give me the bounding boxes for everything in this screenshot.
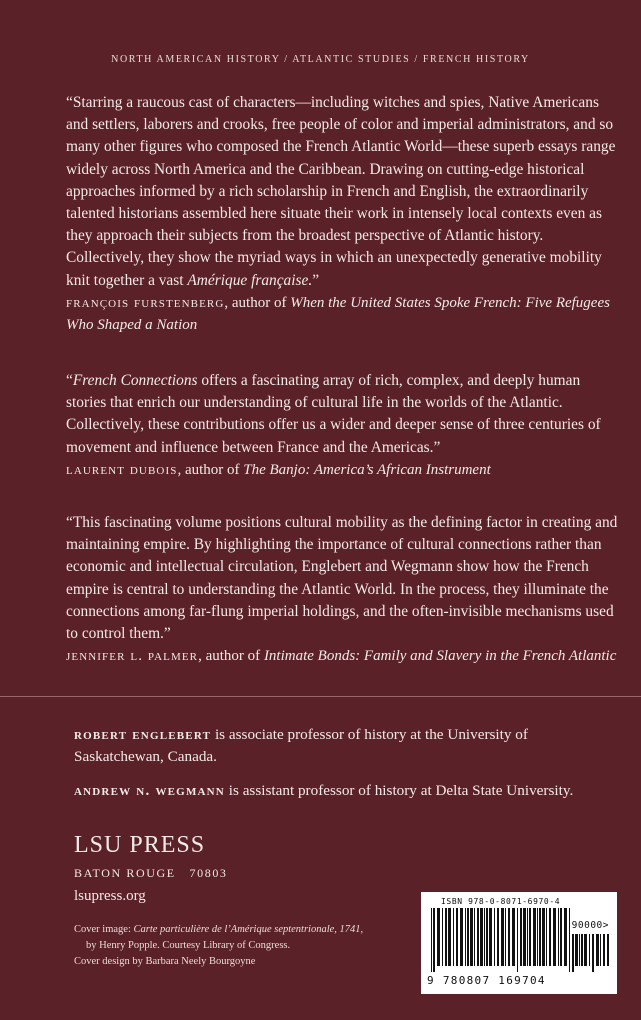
blurb-attribution [66, 459, 618, 481]
blurb-attribution [66, 645, 618, 667]
isbn-digits: 9 780807 169704 [427, 974, 546, 987]
publisher-city: BATON ROUGE [74, 866, 176, 880]
price-code [572, 920, 609, 931]
blurb-author-of: , author of [224, 294, 291, 311]
price-code-digits: 90000 [571, 920, 603, 931]
barcode-bar [501, 908, 504, 966]
barcode-bar [486, 908, 488, 966]
isbn-label: ISBN 978-0-8071-6970-4 [441, 897, 561, 906]
barcode-bar [549, 908, 551, 966]
cover-design-credit: Cover design by Barbara Neely Bourgoyne [74, 956, 256, 967]
blurb-text [66, 92, 618, 292]
blurb-furstenberg [66, 92, 618, 336]
barcode-bar [456, 908, 458, 966]
barcode-bar [546, 908, 547, 966]
cover-image-source: by Henry Popple. Courtesy Library of Congress. [86, 940, 291, 951]
barcode-bar [537, 908, 538, 966]
barcode-bar [520, 908, 522, 966]
price-barcode-bars [569, 934, 609, 972]
blurb-text-italic: Amérique française. [187, 271, 313, 289]
barcode-bar [517, 908, 518, 972]
barcode-bar [560, 908, 562, 966]
publisher-address [74, 866, 228, 881]
barcode-bar [523, 908, 526, 966]
blurb-text-main: “Starring a raucous cast of characters—including witches and spies, Native Americans and settlers, laborers and crooks, free people of color and imperial administrators, and so many other figures who composed the French Atlantic World—these superb essays range widely across North America and the Caribbean. Drawing on cutting-edge historical approaches informed by a rich scholarship in French and English, the extraordinarily talented historians assembled here situate their work in intensely local contexts even as they approach their subjects from the broadest perspective of Atlantic history. Collectively, they show the myriad ways in which an unexpectedly generative mobility knit together a vast [66, 94, 616, 289]
publisher-url: lsupress.org [74, 888, 146, 904]
cover-credits [74, 922, 374, 970]
barcode-bar [584, 934, 587, 966]
barcode-bar [603, 934, 605, 966]
subject-categories: NORTH AMERICAN HISTORY / ATLANTIC STUDIES / FRENCH HISTORY [111, 54, 530, 65]
barcode-bar [497, 908, 499, 966]
barcode-bar [607, 934, 609, 966]
ean-barcode-bars [431, 908, 571, 972]
price-code-marker: > [602, 920, 609, 931]
barcode-bar [579, 934, 580, 966]
blurb-text-tail: ” [312, 271, 320, 289]
barcode-bar [448, 908, 451, 966]
publisher-zip: 70803 [189, 866, 228, 880]
barcode-bar [437, 908, 440, 966]
bio-text: is associate professor of history at the University of Saskatchewan, Canada. [74, 726, 528, 765]
barcode-bar [505, 908, 506, 966]
barcode-bar [460, 908, 463, 966]
blurb-author: jennifer l. palmer [66, 648, 199, 665]
barcode-bar [589, 934, 590, 966]
barcode-bar [442, 908, 443, 966]
barcode-bar [445, 908, 447, 966]
barcode-bar [484, 908, 485, 966]
blurb-text-italic: French Connections [72, 372, 198, 389]
blurb-dubois [66, 370, 618, 481]
publisher-name: LSU PRESS [74, 832, 206, 858]
bio-name: robert englebert [74, 726, 212, 743]
barcode-bar [575, 934, 578, 966]
barcode-bar [558, 908, 559, 966]
bio-wegmann [74, 780, 614, 802]
blurb-author-of: , author of [177, 461, 244, 478]
barcode-bar [433, 908, 435, 972]
blurb-author: laurent dubois [66, 461, 178, 478]
barcode-bar [474, 908, 475, 966]
credit-map-title: Carte particulière de l’Amérique septentrionale, 1741, [133, 924, 364, 935]
barcode-bar [529, 908, 531, 966]
barcode-bar [533, 908, 536, 966]
bio-text: is assistant professor of history at Delta State University. [224, 782, 574, 799]
barcode-bar [564, 908, 567, 966]
blurb-author-of: , author of [198, 648, 264, 665]
barcode-bar [600, 934, 601, 966]
barcode-bar [553, 908, 556, 966]
section-divider [0, 696, 641, 697]
barcode-bar [494, 908, 495, 966]
barcode-bar [453, 908, 454, 966]
barcode-bar [489, 908, 492, 966]
blurb-text-open: “ [66, 372, 73, 389]
blurb-text-main: “This fascinating volume positions cultural mobility as the defining factor in creating and maintaining empire. By highlighting the importance of cultural connections rather than economic and intellectual circulation, Englebert and Wegmann show how the French empire is central to understanding the Atlantic World. In the process, they illuminate the connections among far-flung imperial holdings, and the often-invisible mechanisms used to control them.” [66, 514, 618, 643]
isbn-barcode [421, 892, 617, 994]
barcode-bar [581, 934, 583, 966]
blurb-work-title: When the United States Spoke French: Five Refugees Who Shaped a Nation [66, 294, 610, 333]
blurb-palmer [66, 512, 618, 667]
blurb-attribution [66, 292, 618, 336]
barcode-bar [512, 908, 515, 966]
barcode-bar [431, 908, 432, 972]
barcode-bar [477, 908, 479, 966]
bio-englebert [74, 724, 614, 768]
barcode-bar [470, 908, 473, 966]
credit-prefix: Cover image: [74, 924, 134, 935]
blurb-text [66, 512, 618, 645]
barcode-bar [542, 908, 545, 966]
blurb-work-title: Intimate Bonds: Family and Slavery in the French Atlantic [263, 648, 617, 665]
barcode-bar [527, 908, 528, 966]
bio-name: andrew n. wegmann [74, 782, 225, 799]
publisher-block [74, 832, 228, 905]
blurb-text [66, 370, 618, 459]
barcode-bar [508, 908, 510, 966]
barcode-bar [596, 934, 599, 966]
barcode-bar [467, 908, 469, 966]
blurb-text-main: offers a fascinating array of rich, complex, and deeply human stories that enrich our understanding of cultural life in the worlds of the Atlantic. Collectively, these contributions offer us a wider and deeper sense of three centuries of movement and influence between France and the Americas.” [66, 372, 601, 456]
barcode-bar [569, 934, 570, 972]
barcode-bar [572, 934, 574, 972]
barcode-bar [465, 908, 466, 966]
barcode-bar [539, 908, 541, 966]
cover-image-credit [74, 922, 374, 938]
blurb-work-title: The Banjo: America’s African Instrument [243, 461, 491, 478]
barcode-bar [592, 934, 594, 972]
barcode-bar [480, 908, 483, 966]
blurb-author: françois furstenberg [66, 294, 225, 311]
